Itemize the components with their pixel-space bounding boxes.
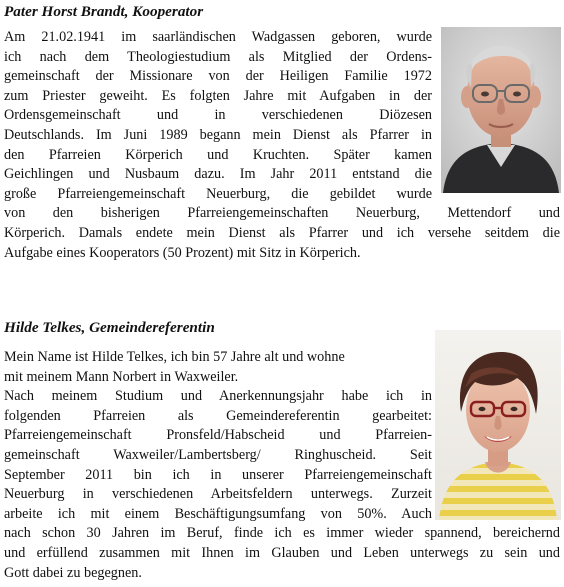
portrait-photo-hilde-telkes [435, 330, 561, 520]
text-line: nach schon 30 Jahren im Beruf, finde ich es immer wieder spannend, bereichernd [4, 525, 560, 542]
text-line: Pfarreiengemeinschaft Pronsfeld/Habscheid und Pfarreien- [4, 427, 432, 444]
text-line: Neuerburg in verschiedenen Arbeitsfeldern unterwegs. Zurzeit [4, 486, 432, 503]
portrait-photo-horst-brandt [441, 27, 561, 193]
text-line: Gott dabei zu begegnen. [4, 564, 142, 581]
text-line: arbeite ich mit einem Beschäftigungsumfang von 50%. Auch [4, 505, 432, 522]
text-line: Ordensgemeinschaft und in verschiedenen Diözesen [4, 107, 432, 124]
text-line: gemeinschaft Waxweiler/Lambertsberg/ Ringhuscheid. Seit [4, 446, 432, 463]
text-line: von den bisherigen Pfarreiengemeinschaften Neuerburg, Mettendorf und [4, 205, 560, 222]
text-line: September 2011 bin ich in unserer Pfarreiengemeinschaft [4, 466, 432, 483]
text-line: gemeinschaft der Missionare von der Heiligen Familie 1972 [4, 68, 432, 85]
text-line: Aufgabe eines Kooperators (50 Prozent) mit Sitz in Körperich. [4, 244, 361, 261]
text-line: Deutschlands. Im Juni 1989 begann mein Dienst als Pfarrer in [4, 126, 432, 143]
section-heading: Hilde Telkes, Gemeindereferentin [4, 319, 215, 336]
text-line: mit meinem Mann Norbert in Waxweiler. [4, 368, 239, 385]
text-line: große Pfarreiengemeinschaft Neuerburg, die gebildet wurde [4, 185, 432, 202]
text-line: Mein Name ist Hilde Telkes, ich bin 57 Jahre alt und wohne [4, 349, 345, 365]
text-line: zum Priester geweiht. Es folgten Jahre mit Aufgaben in der [4, 87, 432, 104]
text-line: Nach meinem Studium und Anerkennungsjahr habe ich in [4, 388, 432, 405]
text-line: Geichlingen und Nusbaum dazu. Im Jahr 2011 entstand die [4, 166, 432, 183]
section-heading: Pater Horst Brandt, Kooperator [4, 3, 204, 20]
text-line: folgenden Pfarreien als Gemeindereferentin gearbeitet: [4, 407, 432, 424]
text-line: Körperich. Damals endete mein Dienst als Pfarrer und ich versehe seitdem die [4, 224, 560, 241]
text-line: ich nach dem Theologiestudium als Mitglied der Ordens- [4, 48, 432, 65]
text-line: Am 21.02.1941 im saarländischen Wadgassen geboren, wurde [4, 29, 432, 45]
text-line: und erfüllend zusammen mit Ihnen im Glauben und Leben unterwegs zu sein und [4, 544, 560, 561]
text-line: den Pfarreien Körperich und Kruchten. Später kamen [4, 146, 432, 163]
